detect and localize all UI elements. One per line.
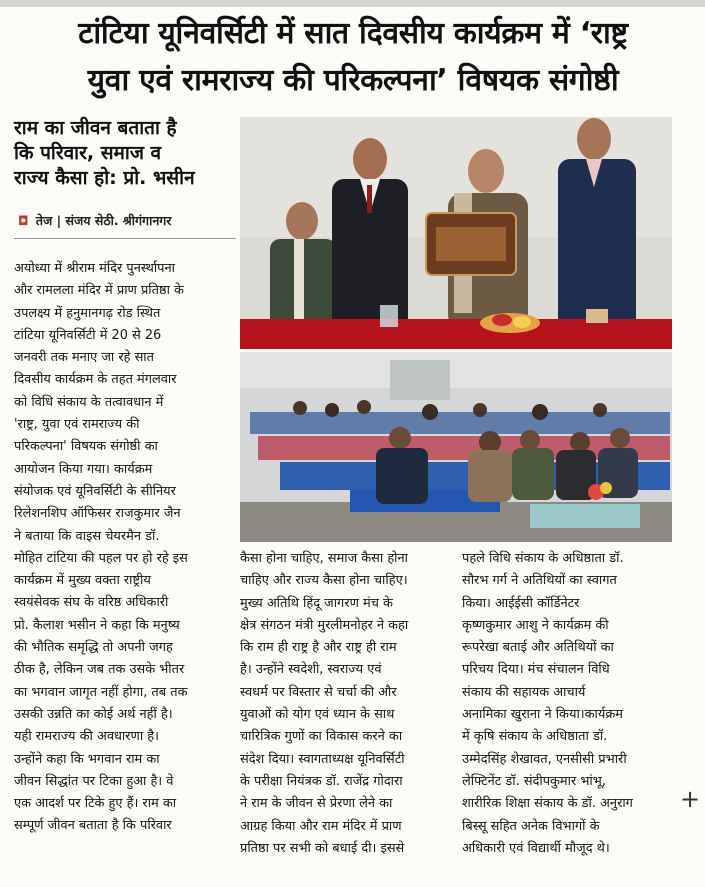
article-line: ने बताया कि वाइस चेयरमैन डॉ. (14, 528, 160, 544)
article-line: टांटिया यूनिवर्सिटी में 20 से 26 (14, 327, 162, 343)
article-line: रूपरेखा बताई और अतिथियों का (462, 640, 614, 656)
article-line: और रामलला मंदिर में प्राण प्रतिष्ठा के (14, 283, 184, 299)
article-line: ठीक है, लेकिन जब तक उसके भीतर (14, 662, 185, 678)
photo-audience (240, 352, 672, 542)
article-line: उसकी उन्नति का कोई अर्थ नहीं है। (14, 706, 173, 722)
article-line: आयोजन किया गया। कार्यक्रम (14, 461, 153, 477)
article-line: उपलक्ष्य में हनुमानगढ़ रोड स्थित (14, 305, 161, 321)
article-line: स्वयंसेवक संघ के वरिष्ठ अधिकारी (14, 595, 169, 611)
byline-text: तेज | संजय सेठी. श्रीगंगानगर (35, 213, 172, 228)
article-line: अयोध्या में श्रीराम मंदिर पुनर्स्थापना (14, 261, 175, 276)
article-line: सौरभ गर्ग ने अतिथियों का स्वागत (462, 573, 617, 589)
photo-memento-presentation (240, 117, 672, 349)
article-line: संदेश दिया। स्वागताध्यक्ष यूनिवर्सिटी (240, 751, 405, 767)
headline (8, 10, 698, 104)
crop-mark-icon: + (680, 785, 701, 813)
article-line: बिस्सू सहित अनेक विभागों के (462, 818, 600, 834)
article-line: मोहित टांटिया की पहल पर हो रहे इस (14, 550, 188, 566)
article-line: ने राम के जीवन से प्रेरणा लेने का (240, 796, 393, 812)
subheadline (14, 116, 236, 191)
headline-line-2: युवा एवं रामराज्य की परिकल्पना’ विषयक संगोष्ठी (87, 63, 619, 98)
article-line: में कृषि संकाय के अधिष्ठाता डॉ. (462, 729, 608, 745)
audience-illustration (240, 352, 672, 542)
article-column-3 (462, 548, 670, 860)
headline-line-1: टांटिया यूनिवर्सिटी में सात दिवसीय कार्यक्रम में ‘राष्ट्र (78, 16, 628, 51)
article-line: परिचय दिया। मंच संचालन विधि (462, 662, 610, 678)
article-line: पहले विधि संकाय के अधिष्ठाता डॉ. (462, 551, 624, 566)
article-line: स्वधर्म पर विस्तार से चर्चा की और (240, 684, 397, 700)
subheadline-line-3: राज्य कैसा हो: प्रो. भसीन (14, 167, 195, 189)
page-top-strip (0, 0, 705, 7)
article-line: रिलेशनशिप ऑफिसर राजकुमार जैन (14, 506, 181, 522)
article-line: दिवसीय कार्यक्रम के तहत मंगलवार (14, 372, 177, 388)
article-line: चाहिए और राज्य कैसा होना चाहिए। (240, 573, 408, 589)
article-column-2 (240, 548, 452, 860)
article-line: उन्होंने कहा कि भगवान राम का (14, 751, 160, 767)
article-line: क्षेत्र संगठन मंत्री मुरलीमनोहर ने कहा (240, 617, 409, 633)
article-line: की भौतिक समृद्धि तो अपनी जगह (14, 640, 173, 656)
byline-square-icon: ◘ (18, 213, 29, 228)
article-line: युवाओं को योग एवं ध्यान के साथ (240, 707, 395, 723)
article-line: संयोजक एवं यूनिवर्सिटी के सीनियर (14, 483, 176, 499)
article-line: यही रामराज्य की अवधारणा है। (14, 729, 160, 745)
article-line: मुख्य अतिथि हिंदू जागरण मंच के (240, 595, 393, 611)
byline-divider (14, 238, 236, 239)
article-line: प्रतिष्ठा पर सभी को बधाई दी। इससे (240, 840, 405, 856)
article-line: सम्पूर्ण जीवन बताता है कि परिवार (14, 818, 172, 834)
subheadline-line-2: कि परिवार, समाज व (14, 142, 162, 164)
article-line: के परीक्षा नियंत्रक डॉ. राजेंद्र गोदारा (240, 773, 403, 789)
subheadline-line-1: राम का जीवन बताता है (14, 117, 177, 139)
article-line: उम्मेदसिंह शेखावत, एनसीसी प्रभारी (462, 751, 627, 767)
article-line: कि राम ही राष्ट्र है और राष्ट्र ही राम (240, 640, 397, 656)
article-line: एक आदर्श पर टिके हुए हैं। राम का (14, 796, 177, 812)
article-column-1 (14, 258, 237, 838)
article-line: शारीरिक शिक्षा संकाय के डॉ. अनुराग (462, 796, 633, 812)
article-line: कैसा होना चाहिए, समाज कैसा होना (240, 551, 409, 566)
article-line: चारित्रिक गुणों का विकास करने का (240, 729, 403, 745)
article-line: जीवन सिद्धांत पर टिका हुआ है। वे (14, 773, 174, 789)
memento-presentation-illustration (240, 117, 672, 349)
article-line: परिकल्पना' विषयक संगोष्ठी का (14, 439, 158, 455)
article-line: प्रो. कैलाश भसीन ने कहा कि मनुष्य (14, 617, 180, 633)
article-line: अनामिका खुराना ने किया।कार्यक्रम (462, 707, 623, 723)
article-line: अधिकारी एवं विद्यार्थी मौजूद थे। (462, 840, 610, 856)
article-line: 'राष्ट्र, युवा एवं रामराज्य की (14, 417, 140, 433)
byline (18, 212, 240, 229)
article-line: का भगवान जागृत नहीं होगा, तब तक (14, 684, 188, 700)
article-line: किया। आईईसी कॉर्डिनेटर (462, 595, 580, 611)
article-line: को विधि संकाय के तत्वावधान में (14, 394, 164, 410)
article-line: जनवरी तक मनाए जा रहे सात (14, 350, 154, 366)
article-line: लेफ्टिनेंट डॉ. संदीपकुमार भांभू, (462, 773, 606, 789)
article-line: कृष्णकुमार आशु ने कार्यक्रम की (462, 617, 609, 633)
article-line: है। उन्होंने स्वदेशी, स्वराज्य एवं (240, 662, 382, 678)
article-line: कार्यक्रम में मुख्य वक्ता राष्ट्रीय (14, 573, 151, 589)
article-line: संकाय की सहायक आचार्य (462, 684, 586, 700)
article-line: आग्रह किया और राम मंदिर में प्राण (240, 818, 402, 834)
